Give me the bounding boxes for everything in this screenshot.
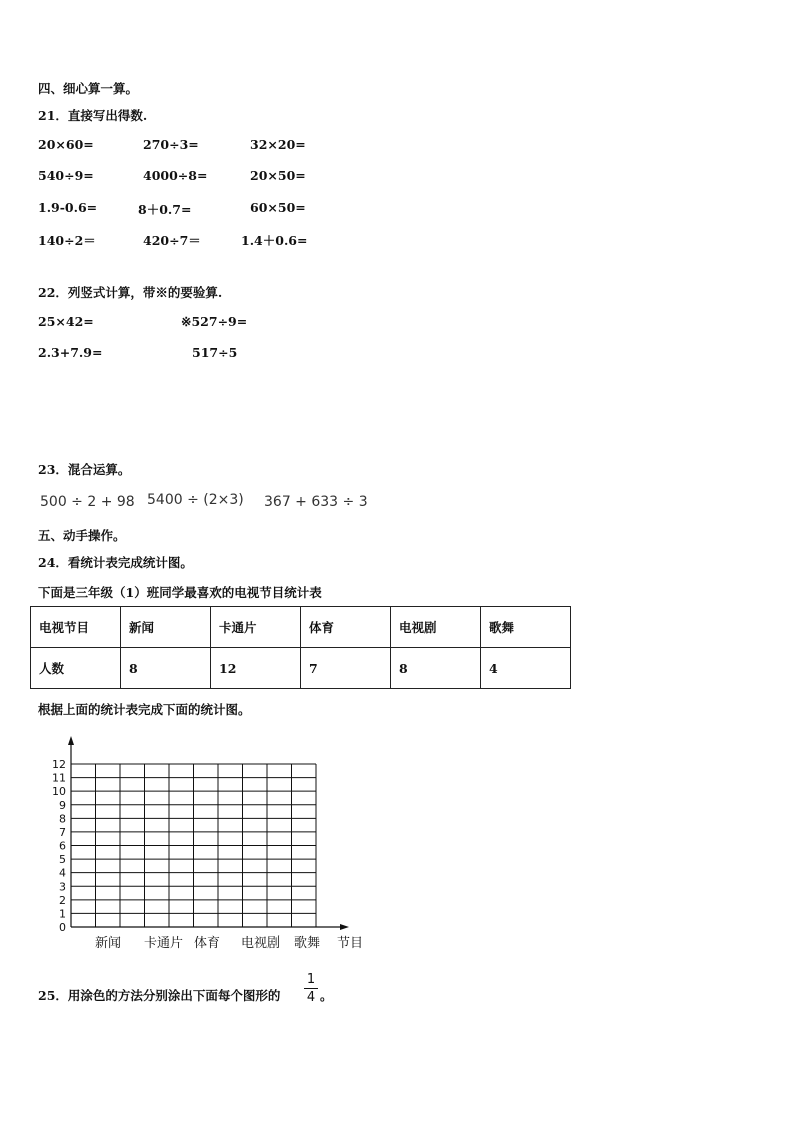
q21-expr: 8＋0.7= <box>138 202 192 217</box>
q21-expr: 420÷7＝ <box>143 233 201 248</box>
q22-expr: 25×42= <box>38 314 94 329</box>
q21-expr: 140÷2＝ <box>38 233 96 248</box>
y-tick-label: 3 <box>59 880 66 894</box>
table-cell: 12 <box>211 648 301 689</box>
q21-title: 21．直接写出得数. <box>38 108 148 123</box>
fraction-denominator: 4 <box>306 990 316 1005</box>
fraction-one-quarter <box>304 972 318 1005</box>
section5-heading: 五、动手操作。 <box>38 528 126 543</box>
y-tick-label: 6 <box>59 839 66 853</box>
y-tick-label: 2 <box>59 893 66 907</box>
table-cell: 歌舞 <box>481 607 571 648</box>
x-category-label: 新闻 <box>95 936 122 951</box>
y-tick-label: 1 <box>59 907 66 921</box>
q21-expr: 1.9-0.6= <box>38 200 98 215</box>
table-cell: 7 <box>301 648 391 689</box>
table-cell: 电视节目 <box>31 607 121 648</box>
q25-title-prefix: 25．用涂色的方法分别涂出下面每个图形的 <box>38 988 281 1003</box>
fraction-bar <box>304 988 318 989</box>
table-cell: 电视剧 <box>391 607 481 648</box>
q25-title-suffix: 。 <box>320 988 333 1003</box>
q22-expr: 517÷5 <box>192 345 238 360</box>
table-caption: 下面是三年级（1）班同学最喜欢的电视节目统计表 <box>38 585 322 600</box>
y-tick-label: 12 <box>52 758 66 771</box>
y-tick-label: 4 <box>59 866 66 880</box>
y-tick-label: 9 <box>59 798 66 812</box>
y-axis-arrow <box>68 736 74 745</box>
q21-expr: 20×60= <box>38 137 94 152</box>
x-axis-arrow <box>340 924 349 930</box>
q21-expr: 4000÷8= <box>143 168 208 183</box>
table-cell: 卡通片 <box>211 607 301 648</box>
q23-expr: 500 ÷ 2 + 98 <box>40 494 135 510</box>
q24-title: 24．看统计表完成统计图。 <box>38 555 193 570</box>
table-cell: 8 <box>121 648 211 689</box>
q22-title: 22．列竖式计算，带※的要验算. <box>38 285 223 300</box>
q21-expr: 32×20= <box>250 137 306 152</box>
x-axis-title: 节目 <box>337 936 364 951</box>
q21-expr: 270÷3= <box>143 137 199 152</box>
table-cell: 体育 <box>301 607 391 648</box>
table-cell: 8 <box>391 648 481 689</box>
x-category-label: 电视剧 <box>241 936 281 951</box>
y-tick-label: 11 <box>52 771 66 785</box>
q21-expr: 20×50= <box>250 168 306 183</box>
q21-expr: 540÷9= <box>38 168 94 183</box>
section4-heading: 四、细心算一算。 <box>38 81 139 96</box>
y-tick-label: 10 <box>52 785 66 799</box>
x-category-label: 歌舞 <box>294 936 321 951</box>
table-cell: 人数 <box>31 648 121 689</box>
y-tick-label: 0 <box>59 921 66 934</box>
q21-expr: 1.4＋0.6= <box>241 233 308 248</box>
y-tick-label: 5 <box>59 853 66 867</box>
q22-expr: 2.3+7.9= <box>38 345 103 360</box>
q23-title: 23．混合运算。 <box>38 462 131 477</box>
fraction-numerator: 1 <box>306 972 316 987</box>
q21-expr: 60×50= <box>250 200 306 215</box>
table-cell: 4 <box>481 648 571 689</box>
y-tick-label: 8 <box>59 812 66 826</box>
chart-instruction: 根据上面的统计表完成下面的统计图。 <box>38 702 251 717</box>
q23-expr: 5400 ÷ (2×3) <box>147 492 244 508</box>
q25-title <box>38 986 280 1004</box>
table-cell: 新闻 <box>121 607 211 648</box>
x-category-label: 卡通片 <box>144 936 184 951</box>
q23-expr: 367 + 633 ÷ 3 <box>264 494 368 510</box>
y-tick-label: 7 <box>59 825 66 839</box>
q22-expr: ※527÷9= <box>181 314 248 329</box>
x-category-label: 体育 <box>194 936 221 951</box>
